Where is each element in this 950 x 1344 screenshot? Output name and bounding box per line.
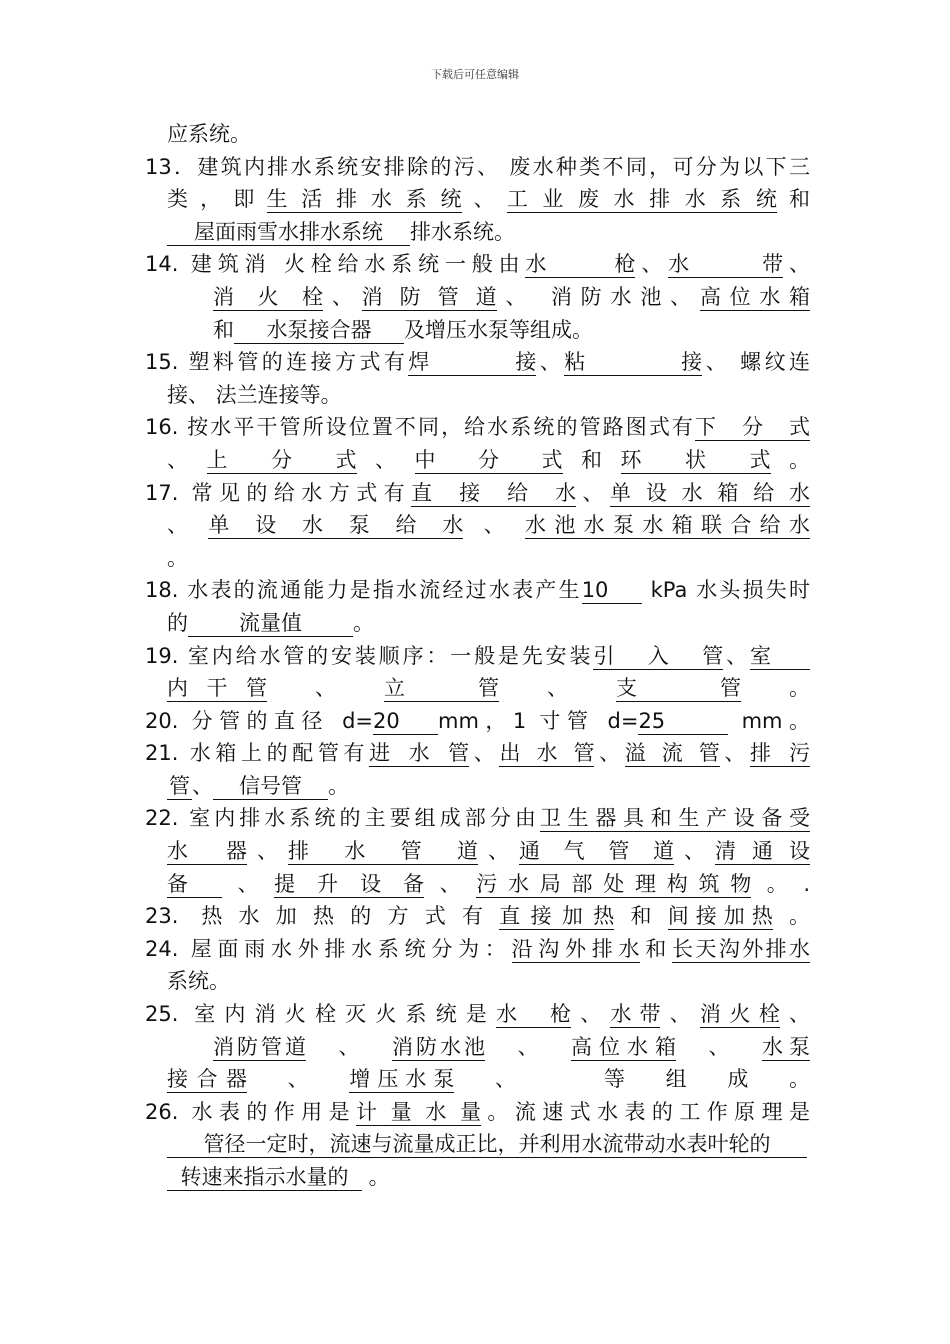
- line-text: 、: [247, 839, 288, 864]
- line-text: 和: [213, 317, 234, 342]
- text-line: [167, 1161, 810, 1194]
- line-text: 、: [723, 643, 751, 668]
- line-text: 。: [741, 676, 810, 701]
- line-text: 、: [499, 676, 616, 701]
- answer-blank: 10: [582, 577, 642, 604]
- line-text: 26. 水表的作用是: [145, 1099, 356, 1124]
- line-text: 、: [356, 447, 415, 472]
- text-line: [213, 281, 810, 314]
- answer-blank: 计量水量: [356, 1099, 481, 1124]
- line-text: 19. 室内给水管的安装顺序：一般是先安装: [145, 643, 594, 668]
- answer-blank: 进水管: [369, 741, 470, 766]
- answer-blank: 信号管: [213, 773, 328, 800]
- answer-blank: 排水管道: [288, 839, 478, 864]
- line-text: 、: [167, 447, 207, 472]
- line-text: 、: [461, 187, 507, 212]
- answer-blank: 排污: [750, 741, 811, 766]
- line-text: 、: [635, 252, 669, 277]
- text-line: [167, 770, 810, 803]
- line-text: kPa 水头损失时: [641, 578, 810, 603]
- line-text: 。: [328, 773, 349, 798]
- answer-blank: 内干管: [167, 676, 267, 701]
- answer-blank: 单设水箱给水: [610, 480, 811, 505]
- text-line: [167, 216, 810, 249]
- answer-blank: 溢流管: [624, 741, 720, 766]
- line-text: 15. 塑料管的连接方式有: [145, 350, 409, 375]
- text-line: [145, 933, 810, 966]
- line-text: 、: [463, 513, 526, 538]
- answer-blank: 水泵: [762, 1034, 810, 1059]
- line-text: 20. 分管的直径 d=: [145, 708, 374, 733]
- line-text: 和: [614, 904, 668, 929]
- answer-blank: 消火栓: [699, 1002, 780, 1027]
- text-line: [145, 411, 810, 444]
- answer-blank: 水带: [668, 252, 784, 277]
- answer-blank: 单设水泵给水: [208, 513, 464, 538]
- line-text: 和: [639, 936, 673, 961]
- line-text: 、 螺纹连: [702, 350, 810, 375]
- answer-blank: 水枪: [525, 252, 636, 277]
- text-line: [145, 574, 810, 607]
- answer-blank: 25: [638, 708, 728, 735]
- line-text: 、: [424, 871, 477, 896]
- line-text: 、: [594, 741, 625, 766]
- text-line: [145, 640, 810, 673]
- answer-blank: 污水局部处理构筑物: [476, 871, 752, 896]
- line-text: 13．建筑内排水系统安排除的污、 废水种类不同，可分为以下三: [145, 154, 810, 179]
- answer-blank: 通气管道: [519, 839, 674, 864]
- text-line: [145, 346, 810, 379]
- answer-blank: 消防管道: [361, 284, 497, 309]
- text-line: [145, 737, 810, 770]
- answer-blank: 增压水泵: [349, 1067, 455, 1092]
- answer-blank: 生活排水系统: [266, 187, 462, 212]
- text-line: [167, 542, 810, 575]
- answer-blank: 水带: [610, 1002, 661, 1027]
- line-text: 24. 屋面雨水外排水系统分为：: [145, 936, 512, 961]
- text-line: [167, 965, 810, 998]
- line-text: mm，1 寸管 d=: [438, 708, 639, 733]
- line-text: 。: [167, 545, 188, 570]
- line-text: 、: [676, 1034, 762, 1059]
- line-text: 、: [192, 773, 213, 798]
- answer-blank: 粘接: [564, 350, 703, 375]
- line-text: 系统。: [167, 969, 230, 994]
- answer-blank: 备: [167, 871, 222, 898]
- line-text: 。: [770, 447, 810, 472]
- answer-blank: 焊接: [408, 350, 537, 375]
- line-text: 14. 建筑消 火栓给水系统一般由: [145, 252, 526, 277]
- line-text: 。: [353, 610, 374, 635]
- line-text: 23. 热水加热的方式有: [145, 904, 500, 929]
- answer-blank: 流量值: [188, 610, 353, 637]
- line-text: 18. 水表的流通能力是指水流经过水表产生: [145, 578, 582, 603]
- line-text: 应系统。: [167, 122, 251, 146]
- line-text: 、: [323, 284, 362, 309]
- answer-blank: 立管: [384, 676, 499, 701]
- line-text: 17. 常见的给水方式有: [145, 480, 412, 505]
- line-text: 。.: [751, 871, 810, 896]
- text-line: [167, 835, 810, 868]
- text-line: [167, 607, 810, 640]
- text-line: [145, 477, 810, 510]
- answer-blank: 管: [169, 773, 190, 798]
- answer-blank: 水泵接合器: [234, 317, 404, 344]
- answer-blank: 引入管: [593, 643, 724, 668]
- line-text: 排水系统。: [410, 219, 515, 244]
- line-text: 、: [674, 839, 715, 864]
- line-text: 、: [719, 741, 751, 766]
- answer-blank: 消防水池: [392, 1034, 485, 1059]
- text-line: [167, 509, 810, 542]
- answer-blank: 转速来指示水量的: [167, 1164, 362, 1191]
- answer-blank: 接合器: [167, 1067, 247, 1092]
- line-text: 及增压水泵等组成。: [404, 317, 593, 342]
- line-text: 接、 法兰连接等。: [167, 382, 342, 407]
- answer-blank: 管径一定时，流速与流量成正比，并利用水流带动水表叶轮的: [167, 1131, 807, 1158]
- answer-blank: 支管: [616, 676, 741, 701]
- text-line: [213, 1031, 810, 1064]
- line-text: 25. 室内消火栓灭火系统是: [145, 1002, 497, 1027]
- answer-blank: 下分式: [695, 415, 810, 440]
- answer-blank: 直接给水: [411, 480, 577, 505]
- text-line: [167, 379, 810, 412]
- answer-blank: 上分式: [206, 447, 357, 472]
- line-text: 、: [576, 480, 611, 505]
- text-line: [167, 1128, 810, 1161]
- line-text: 、: [306, 1034, 392, 1059]
- answer-blank: 20: [373, 708, 438, 735]
- line-text: 22. 室内排水系统的主要组成部分由: [145, 806, 540, 831]
- line-text: 、: [478, 839, 519, 864]
- worksheet-body: [145, 118, 810, 1194]
- text-line: [145, 1096, 810, 1129]
- line-text: 、: [536, 350, 565, 375]
- line-text: 类，即: [167, 187, 267, 212]
- line-text: 。流速式水表的工作原理是: [481, 1099, 811, 1124]
- answer-blank: 工业废水排水系统: [506, 187, 777, 212]
- text-line: [167, 1063, 810, 1096]
- answer-blank: 室: [750, 643, 810, 670]
- line-text: 、: [571, 1002, 611, 1027]
- line-text: 的: [167, 610, 188, 635]
- text-line: [167, 672, 810, 705]
- line-text: 、 消防水池、: [496, 284, 700, 309]
- line-text: 、 等组成。: [454, 1067, 810, 1092]
- text-line: [213, 314, 810, 347]
- line-text: 16. 按水平干管所设位置不同，给水系统的管路图式有: [145, 415, 695, 440]
- text-line: [145, 248, 810, 281]
- text-line: [167, 183, 810, 216]
- answer-blank: 出水管: [499, 741, 595, 766]
- line-text: 、: [485, 1034, 571, 1059]
- answer-blank: 屋面雨雪水排水系统: [167, 219, 410, 246]
- line-text: 、: [783, 252, 811, 277]
- answer-blank: 中分式: [414, 447, 563, 472]
- text-line: [145, 151, 810, 184]
- line-text: 和: [776, 187, 811, 212]
- answer-blank: 环状式: [620, 447, 771, 472]
- answer-blank: 直接加热: [499, 904, 615, 929]
- text-line: [167, 118, 810, 151]
- page-header: 下载后可任意编辑: [431, 68, 519, 81]
- answer-blank: 水池水泵水箱联合给水: [525, 513, 811, 538]
- line-text: 、: [267, 676, 384, 701]
- line-text: 、: [167, 513, 209, 538]
- line-text: 和: [562, 447, 621, 472]
- text-line: [167, 868, 810, 901]
- answer-blank: 间接加热: [667, 904, 773, 929]
- text-line: [145, 998, 810, 1031]
- answer-blank: 高位水箱: [700, 284, 810, 309]
- answer-blank: 卫生器具和生产设备受: [540, 806, 810, 831]
- text-line: [145, 802, 810, 835]
- answer-blank: 消火栓: [213, 284, 323, 309]
- line-text: 、: [222, 871, 275, 896]
- line-text: 、: [247, 1067, 350, 1092]
- line-text: 。: [772, 904, 811, 929]
- answer-blank: 沿沟外排水: [511, 936, 640, 961]
- answer-blank: 消防管道: [213, 1034, 306, 1059]
- answer-blank: 水器: [167, 839, 247, 864]
- answer-blank: 长天沟外排水: [672, 936, 811, 961]
- text-line: [167, 444, 810, 477]
- answer-blank: 提升设备: [274, 871, 425, 896]
- answer-blank: 水枪: [496, 1002, 572, 1027]
- answer-blank: 清通设: [715, 839, 810, 864]
- text-line: [145, 900, 810, 933]
- line-text: 、: [660, 1002, 700, 1027]
- line-text: mm。: [728, 708, 810, 733]
- text-line: [145, 705, 810, 738]
- answer-blank: 高位水箱: [571, 1034, 676, 1059]
- line-text: 、: [469, 741, 500, 766]
- line-text: 、: [779, 1002, 811, 1027]
- line-text: 。: [362, 1165, 390, 1189]
- line-text: 21. 水箱上的配管有: [145, 741, 370, 766]
